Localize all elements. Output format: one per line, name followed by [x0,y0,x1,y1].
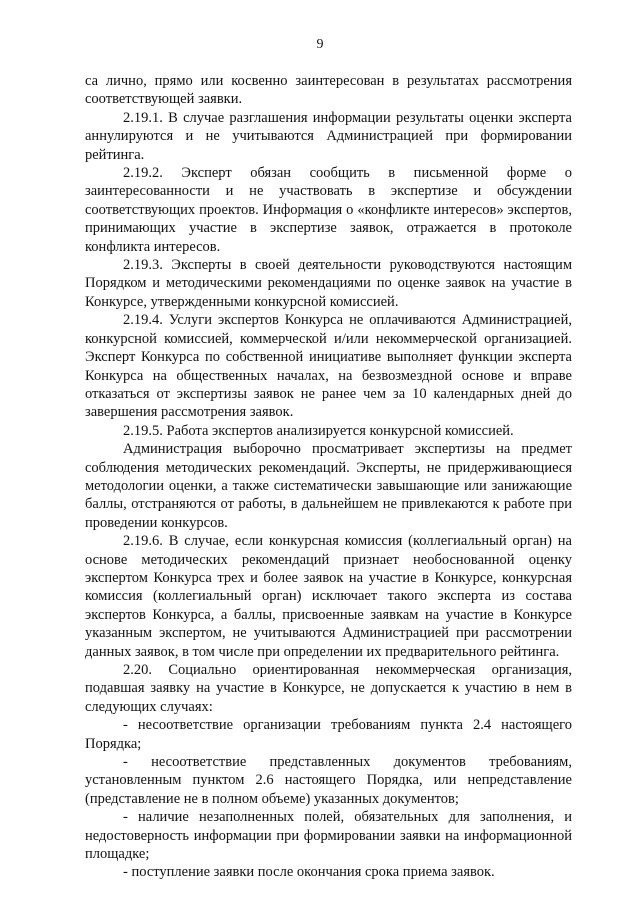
list-item-late-submission: - поступление заявки после окончания срока приема заявок. [123,864,495,881]
page-number: 9 [316,37,324,52]
paragraph-2-19-6: 2.19.6. В случае, если конкурсная комиссия (коллегиальный орган) на основе методических рекомендаций признает необоснованной оценку экспертом Конкурса трех и более заявок на участие в Конкурсе, конкурсная комиссия (коллегиальный орган) исключает такого эксперта из состава экспертов Конкурса, а баллы, присвоенные заявкам на участие в Конкурсе указанным экспертом, не учитываются Администрацией при рассмотрении данных заявок, в том числе при определении их предварительного рейтинга. [85,533,572,660]
paragraph-continuation: са лично, прямо или косвенно заинтересован в результатах рассмотрения соответствующей заявки. [85,73,572,108]
list-item-documents: - несоответствие представленных документов требованиям, установленным пунктом 2.6 настоящего Порядка, или непредставление (представление не в полном объеме) указанных документов; [85,754,572,807]
paragraph-2-19-4: 2.19.4. Услуги экспертов Конкурса не оплачиваются Администрацией, конкурсной комиссией, коммерческой и/или некоммерческой организацией. Эксперт Конкурса по собственной инициативе выполняет функции эксперта Конкурса на общественных началах, на безвозмездной основе и вправе отказаться от экспертизы заявок не ранее чем за 10 календарных дней до завершения рассмотрения заявок. [85,312,572,421]
paragraph-2-19-3: 2.19.3. Эксперты в своей деятельности руководствуются настоящим Порядком и методическими рекомендациями по оценке заявок на участие в Конкурсе, утвержденными конкурсной комиссией. [85,257,572,310]
paragraph-2-19-2: 2.19.2. Эксперт обязан сообщить в письменной форме о заинтересованности и не участвовать в экспертизе и обсуждении соответствующих проектов. Информация о «конфликте интересов» экспертов, принимающих участие в экспертизе заявок, отражается в протоколе конфликта интересов. [85,165,572,255]
document-body [85,72,572,882]
list-item-requirements: - несоответствие организации требованиям пункта 2.4 настоящего Порядка; [85,717,572,752]
paragraph-2-20: 2.20. Социально ориентированная некоммерческая организация, подавшая заявку на участие в Конкурсе, не допускается к участию в нем в следующих случаях: [85,662,572,715]
paragraph-administration-review: Администрация выборочно просматривает экспертизы на предмет соблюдения методических рекомендаций. Эксперты, не придерживающиеся методологии оценки, а также систематически завышающие или занижающие баллы, отстраняются от работы, в дальнейшем не привлекаются к работе при проведении конкурсов. [85,441,572,531]
paragraph-2-19-5: 2.19.5. Работа экспертов анализируется конкурсной комиссией. [123,422,514,439]
list-item-empty-fields: - наличие незаполненных полей, обязательных для заполнения, и недостоверность информации при формировании заявки на информационной площадке; [85,809,572,863]
paragraph-2-19-1: 2.19.1. В случае разглашения информации результаты оценки эксперта аннулируются и не учитываются Администрацией при формировании рейтинга. [85,109,572,163]
